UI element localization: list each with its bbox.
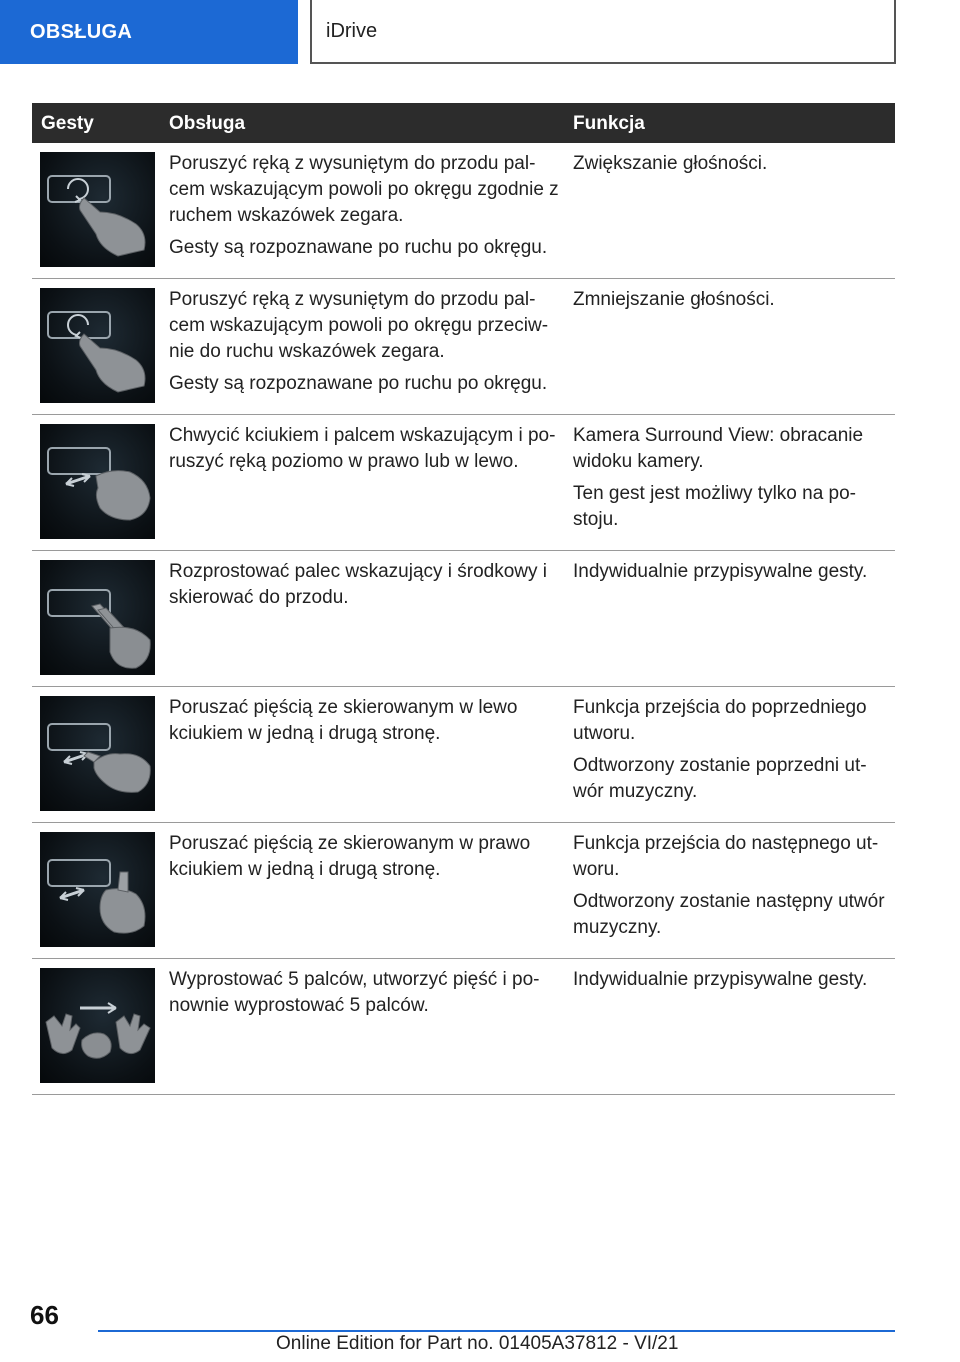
function-cell	[573, 967, 891, 999]
table-row	[32, 279, 895, 415]
operation-text: Poruszyć ręką z wysuniętym do przodu pal-cem wskazującym powoli po okręgu zgodnie z ruchem wskazówek zegara.	[169, 153, 559, 226]
operation-note: Gesty są rozpoznawane po ruchu po okręgu.	[169, 373, 548, 394]
function-text: Funkcja przejścia do następnego ut-woru.	[573, 833, 879, 880]
open-fist-open-gesture-icon	[40, 968, 155, 1083]
chapter-title: iDrive	[326, 19, 378, 42]
function-note: Odtworzony zostanie następny utwór muzyczny.	[573, 891, 885, 938]
function-cell	[573, 695, 891, 811]
rotate-clockwise-gesture-icon	[40, 152, 155, 267]
operation-cell	[169, 423, 564, 481]
two-finger-point-gesture-icon	[40, 560, 155, 675]
function-cell	[573, 423, 891, 539]
table-row	[32, 687, 895, 823]
column-header-function: Funkcja	[573, 113, 645, 134]
operation-cell	[169, 287, 564, 403]
operation-cell	[169, 967, 564, 1025]
fist-thumb-right-gesture-icon	[40, 832, 155, 947]
operation-text: Chwycić kciukiem i palcem wskazującym i po-ruszyć ręką poziomo w prawo lub w lewo.	[169, 425, 556, 472]
function-cell	[573, 287, 891, 319]
function-cell	[573, 559, 891, 591]
table-row	[32, 415, 895, 551]
operation-text: Rozprostować palec wskazujący i środkowy i skierować do przodu.	[169, 561, 548, 608]
column-header-gestures: Gesty	[41, 113, 94, 134]
function-text: Kamera Surround View: obracanie widoku kamery.	[573, 425, 864, 472]
table-row	[32, 823, 895, 959]
operation-cell	[169, 559, 564, 617]
section-title: OBSŁUGA	[30, 20, 133, 43]
section-tab[interactable]	[0, 0, 298, 64]
function-text: Zmniejszanie głośności.	[573, 289, 775, 310]
function-note: Ten gest jest możliwy tylko na po-stoju.	[573, 483, 857, 530]
table-row	[32, 143, 895, 279]
function-note: Odtworzony zostanie poprzedni ut-wór muzyczny.	[573, 755, 867, 802]
page-number: 66	[30, 1300, 59, 1330]
operation-text: Poruszać pięścią ze skierowanym w prawo kciukiem w jedną i drugą stronę.	[169, 833, 531, 880]
operation-cell	[169, 831, 564, 889]
table-row	[32, 551, 895, 687]
chapter-header	[310, 0, 896, 64]
operation-note: Gesty są rozpoznawane po ruchu po okręgu.	[169, 237, 548, 258]
operation-cell	[169, 695, 564, 753]
footer-edition: Online Edition for Part no. 01405A37812 - VI/21	[276, 1333, 679, 1354]
function-text: Indywidualnie przypisywalne gesty.	[573, 969, 868, 990]
column-header-operation: Obsługa	[169, 113, 246, 134]
fist-thumb-left-gesture-icon	[40, 696, 155, 811]
operation-text: Poruszać pięścią ze skierowanym w lewo kciukiem w jedną i drugą stronę.	[169, 697, 518, 744]
table-row	[32, 959, 895, 1095]
function-text: Zwiększanie głośności.	[573, 153, 768, 174]
function-cell	[573, 151, 891, 183]
operation-text: Poruszyć ręką z wysuniętym do przodu pal-cem wskazującym powoli po okręgu przeciw-nie do ruchu wskazówek zegara.	[169, 289, 549, 362]
pinch-swipe-gesture-icon	[40, 424, 155, 539]
operation-cell	[169, 151, 564, 267]
table-header	[32, 103, 895, 143]
operation-text: Wyprostować 5 palców, utworzyć pięść i po-nownie wyprostować 5 palców.	[169, 969, 540, 1016]
footer-divider	[98, 1330, 895, 1332]
function-cell	[573, 831, 891, 947]
rotate-counterclockwise-gesture-icon	[40, 288, 155, 403]
function-text: Funkcja przejścia do poprzedniego utworu.	[573, 697, 867, 744]
function-text: Indywidualnie przypisywalne gesty.	[573, 561, 868, 582]
